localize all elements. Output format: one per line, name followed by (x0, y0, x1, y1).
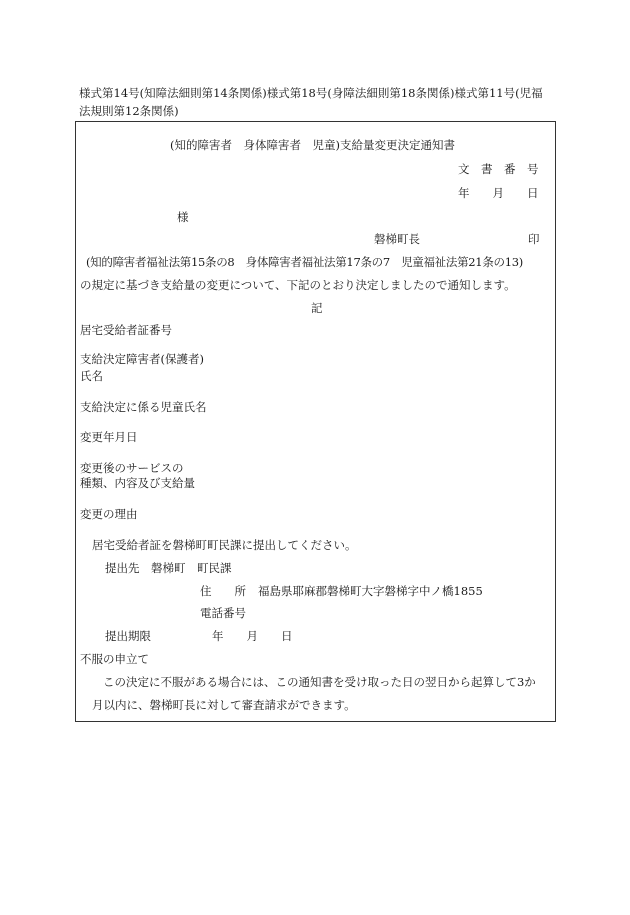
service-label-line-2: 種類、内容及び支給量 (80, 476, 195, 490)
certificate-number-label: 居宅受給者証番号 (80, 323, 172, 337)
change-date-label: 変更年月日 (80, 430, 138, 444)
appeal-heading: 不服の申立て (80, 652, 149, 666)
submission-destination: 提出先 磐梯町 町民課 (105, 561, 232, 575)
submission-instruction: 居宅受給者証を磐梯町町民課に提出してください。 (92, 538, 357, 552)
recipient-name-label: 氏名 (80, 369, 103, 383)
notice-title: (知的障害者 身体障害者 児童)支給量変更決定通知書 (170, 138, 455, 152)
appeal-text-line-2: 月以内に、磐梯町長に対して審査請求ができます。 (92, 698, 356, 712)
ki-marker: 記 (311, 301, 323, 315)
phone-label: 電話番号 (200, 606, 246, 620)
issue-date-label: 年 月 日 (458, 186, 539, 200)
document-number-label: 文 書 番 号 (458, 162, 539, 176)
change-reason-label: 変更の理由 (80, 507, 138, 521)
recipient-label: 支給決定障害者(保護者) (80, 352, 204, 366)
notice-body-line-1: (知的障害者福祉法第15条の8 身体障害者福祉法第17条の7 児童福祉法第21条の13) (86, 255, 523, 269)
address-value: 福島県耶麻郡磐梯町大字磐梯字中ノ橋1855 (258, 584, 483, 598)
seal-mark: 印 (528, 232, 540, 246)
deadline-label: 提出期限 (105, 629, 151, 643)
child-name-label: 支給決定に係る児童氏名 (80, 400, 207, 414)
service-label-line-1: 変更後のサービスの (80, 461, 184, 475)
addressee-suffix: 様 (177, 210, 189, 224)
deadline-date: 年 月 日 (212, 629, 293, 643)
notice-body-line-2: の規定に基づき支給量の変更について、下記のとおり決定しましたので通知します。 (80, 278, 516, 292)
form-header-line-2: 法規則第12条関係) (79, 104, 179, 118)
issuer-name: 磐梯町長 (374, 232, 420, 246)
appeal-text-line-1: この決定に不服がある場合には、この通知書を受け取った日の翌日から起算して3か (103, 675, 536, 689)
form-header-line-1: 様式第14号(知障法細則第14条関係)様式第18号(身障法細則第18条関係)様式第11号(児福 (79, 86, 543, 100)
address-label: 住 所 (200, 584, 246, 598)
